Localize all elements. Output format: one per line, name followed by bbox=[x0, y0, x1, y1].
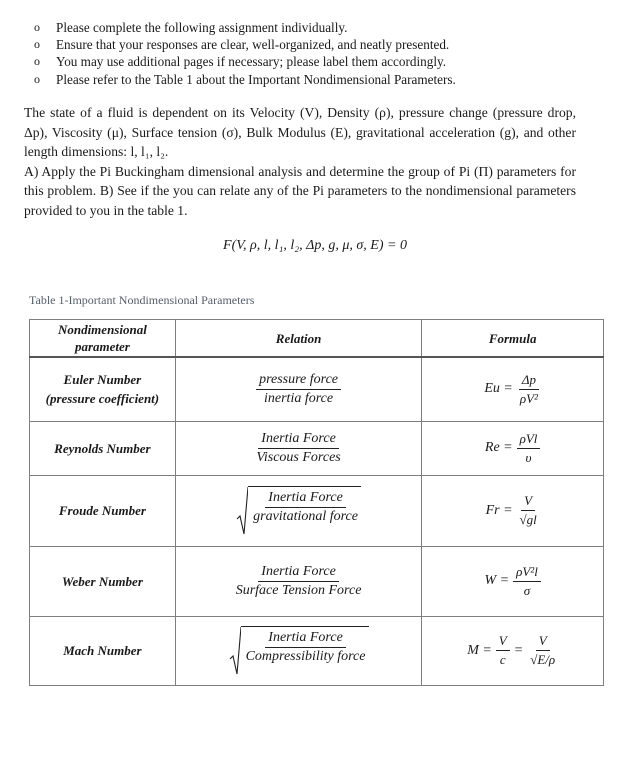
list-item-text: Ensure that your responses are clear, well-organized, and neatly presented. bbox=[56, 37, 450, 53]
governing-equation: F(V, ρ, l, l₁, l₂, Δp, g, μ, σ, E) = 0 bbox=[223, 238, 407, 253]
square-root bbox=[229, 626, 369, 676]
formula bbox=[485, 563, 541, 600]
table-row bbox=[30, 357, 604, 421]
list-item bbox=[34, 71, 456, 88]
relation-fraction bbox=[253, 430, 343, 467]
table-row bbox=[30, 421, 604, 475]
relation-denominator: inertia force bbox=[264, 390, 334, 406]
relation-denominator: Compressibility force bbox=[245, 648, 366, 664]
problem-statement bbox=[24, 103, 576, 220]
formula-numerator: Δp bbox=[519, 371, 539, 390]
formula-cell bbox=[422, 421, 604, 475]
bullet-marker: o bbox=[34, 54, 40, 69]
formula-equals: = bbox=[513, 642, 524, 658]
relation-numerator: Inertia Force bbox=[258, 430, 339, 449]
formula bbox=[486, 492, 540, 529]
relation-fraction bbox=[243, 629, 369, 666]
formula bbox=[484, 371, 541, 408]
parameter-name-cell bbox=[30, 475, 176, 546]
formula bbox=[467, 632, 558, 669]
table-row bbox=[30, 475, 604, 546]
list-item bbox=[34, 53, 456, 70]
bullet-marker: o bbox=[34, 20, 40, 34]
relation-cell bbox=[175, 546, 422, 616]
formula-numerator: ρV²l bbox=[513, 563, 541, 582]
relation-denominator: gravitational force bbox=[253, 508, 358, 524]
problem-question: A) Apply the Pi Buckingham dimensional analysis and determine the group of Pi (Π) parameters for this problem. B) See if the you can relate any of the Pi parameters to the nondimensional parameters provided to you in the table 1. bbox=[24, 163, 576, 218]
formula-denominator: υ bbox=[525, 449, 532, 465]
bullet-marker: o bbox=[34, 71, 40, 86]
formula-cell bbox=[422, 616, 604, 685]
formula-fraction bbox=[517, 430, 541, 467]
radical-sign-icon bbox=[236, 486, 248, 536]
formula-denominator: c bbox=[499, 652, 506, 667]
problem-intro: The state of a fluid is dependent on its Velocity (V), Density (ρ), pressure change (pressure drop, Δp), Viscosity (μ), Surface tension (σ), Bulk Modulus (E), gravitational acceleration (g), and other length dimensions: l, l₁, l₂. bbox=[24, 105, 576, 159]
formula-fraction bbox=[496, 632, 510, 669]
square-root bbox=[236, 486, 361, 536]
parameter-name-cell bbox=[30, 421, 176, 475]
list-item bbox=[34, 36, 456, 53]
formula-numerator: V bbox=[496, 632, 510, 651]
formula-lhs: Fr = bbox=[485, 502, 513, 518]
relation-denominator: Surface Tension Force bbox=[235, 582, 362, 598]
parameter-name: Reynolds Number bbox=[54, 440, 151, 456]
formula-lhs: M = bbox=[467, 642, 492, 658]
radical-sign-icon bbox=[229, 626, 241, 676]
bullet-marker: o bbox=[34, 37, 40, 52]
table-caption: Table 1-Important Nondimensional Parameters bbox=[29, 293, 255, 307]
formula-fraction-2 bbox=[527, 632, 558, 669]
relation-cell bbox=[175, 616, 422, 685]
relation-numerator: Inertia Force bbox=[258, 563, 339, 582]
parameter-name: Weber Number bbox=[61, 573, 143, 589]
header-formula: Formula bbox=[422, 320, 604, 358]
formula-fraction bbox=[517, 371, 541, 408]
formula-denominator-2: √E/ρ bbox=[530, 652, 556, 667]
header-relation: Relation bbox=[175, 320, 422, 358]
parameter-name-cell bbox=[30, 546, 176, 616]
instruction-list bbox=[34, 19, 456, 88]
relation-denominator: Viscous Forces bbox=[256, 449, 341, 465]
parameter-name-cell bbox=[30, 616, 176, 685]
formula-fraction bbox=[517, 492, 540, 529]
relation-numerator: Inertia Force bbox=[265, 489, 346, 508]
list-item-text: You may use additional pages if necessary; please label them accordingly. bbox=[56, 54, 447, 70]
relation-numerator: pressure force bbox=[256, 371, 341, 390]
formula-cell bbox=[422, 475, 604, 546]
formula-cell bbox=[422, 357, 604, 421]
parameter-name-cell bbox=[30, 357, 176, 421]
formula-denominator: √gl bbox=[519, 512, 537, 527]
relation-cell bbox=[175, 475, 422, 546]
parameter-name: Mach Number bbox=[63, 643, 142, 658]
formula-numerator: V bbox=[521, 492, 535, 511]
table-row bbox=[30, 616, 604, 685]
formula-fraction bbox=[513, 563, 541, 600]
relation-fraction bbox=[250, 489, 361, 526]
relation-fraction bbox=[233, 563, 365, 600]
formula-cell bbox=[422, 546, 604, 616]
formula-lhs: Eu = bbox=[484, 381, 513, 397]
list-item bbox=[34, 19, 456, 36]
table-header-row bbox=[30, 320, 604, 358]
formula-denominator: ρV² bbox=[519, 390, 538, 406]
relation-numerator: Inertia Force bbox=[265, 629, 346, 648]
table-row bbox=[30, 546, 604, 616]
relation-fraction bbox=[256, 371, 341, 408]
formula-denominator: σ bbox=[523, 582, 531, 598]
relation-cell bbox=[175, 357, 422, 421]
list-item-text: Please complete the following assignment individually. bbox=[56, 20, 348, 35]
formula-numerator-2: V bbox=[536, 632, 550, 651]
relation-cell bbox=[175, 421, 422, 475]
formula-lhs: Re = bbox=[484, 440, 513, 455]
formula-numerator: ρVl bbox=[517, 430, 541, 449]
parameter-name: Euler Number bbox=[63, 372, 142, 388]
list-item-text: Please refer to the Table 1 about the Important Nondimensional Parameters. bbox=[56, 71, 456, 87]
header-parameter: Nondimensional parameter bbox=[30, 320, 176, 358]
nondimensional-table bbox=[29, 319, 604, 686]
parameter-name: Froude Number bbox=[58, 503, 146, 518]
parameter-subname: (pressure coefficient) bbox=[45, 391, 160, 407]
formula bbox=[485, 430, 541, 467]
formula-lhs: W = bbox=[484, 573, 510, 588]
